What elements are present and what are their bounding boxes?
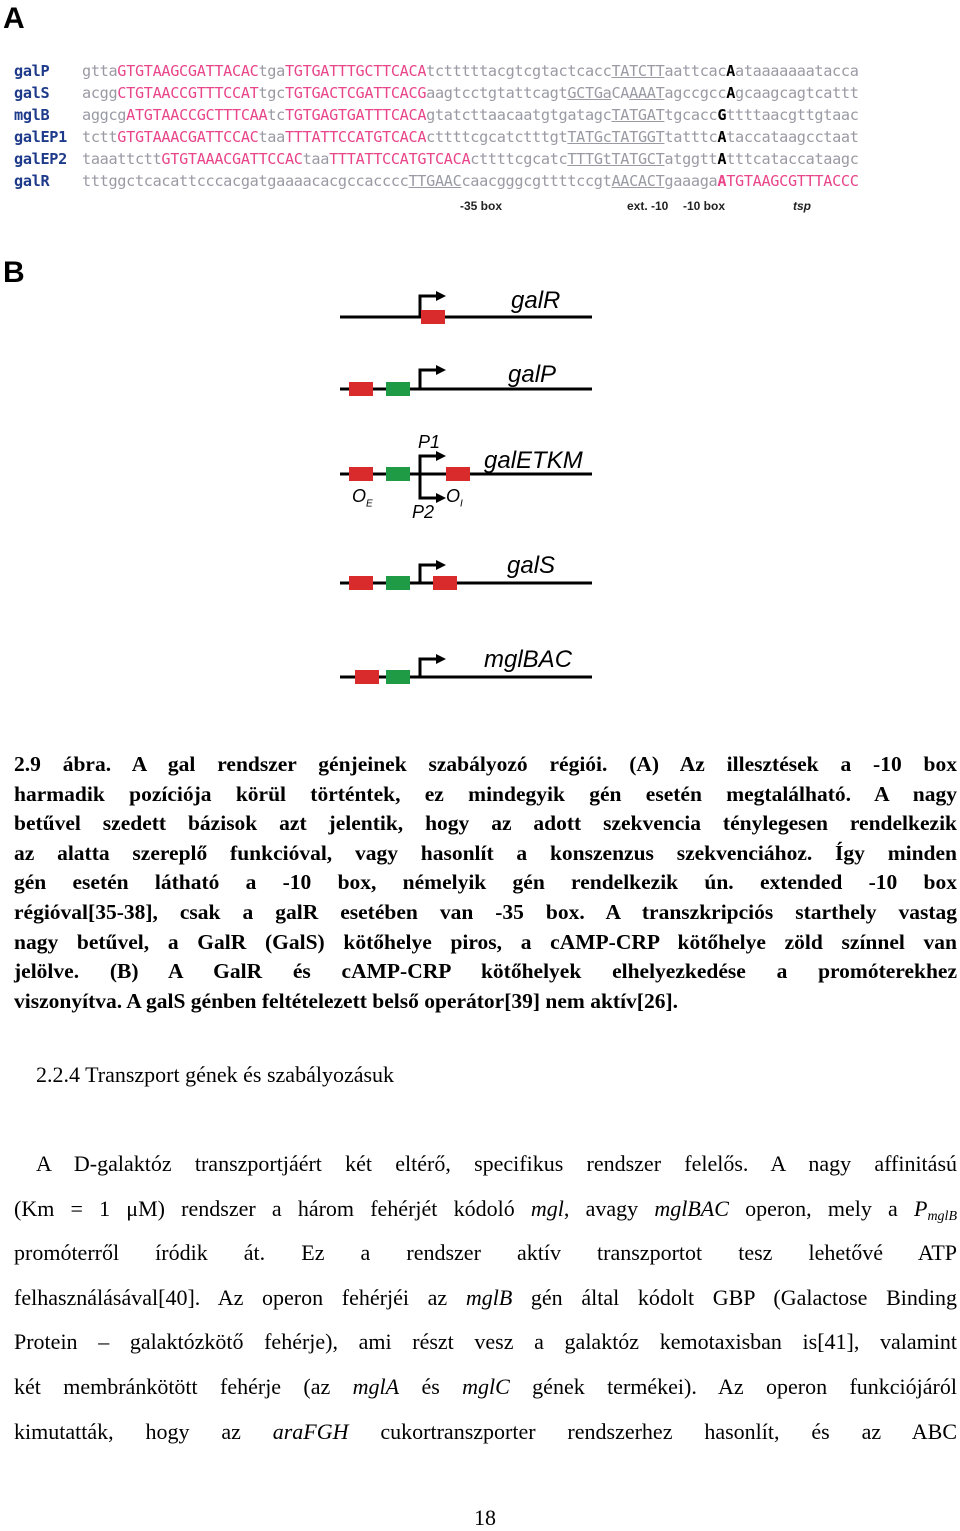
- sequence-segment: tgc: [258, 84, 285, 102]
- mglbac-crp-site: [386, 670, 410, 684]
- body-line-3: promóterről íródik át. Ez a rendszer aktív transzportot tesz lehetővé ATP: [14, 1240, 957, 1266]
- p1-label: P1: [418, 432, 441, 452]
- promoter-diagram: [0, 0, 960, 720]
- panel-a-letter: A: [3, 2, 25, 35]
- section-heading: 2.2.4 Transzport gének és szabályozásuk: [36, 1062, 395, 1087]
- sequence-segment: acgg: [82, 84, 118, 102]
- galp-arrowhead: [436, 365, 446, 375]
- body-l2f: P: [913, 1195, 928, 1221]
- body-l7a: kimutatták, hogy az: [14, 1418, 273, 1444]
- body-l6b: mglA: [352, 1373, 400, 1399]
- oi-label: [446, 486, 463, 510]
- box-label-tsp: tsp: [793, 199, 811, 213]
- caption-line-7: nagy betűvel, a GalR (GalS) kötőhelye piros, a cAMP-CRP kötőhelye zöld színnel van: [14, 929, 957, 954]
- body-l2c: , avagy: [563, 1195, 655, 1221]
- caption-line-6: régióval[35-38], csak a galR esetében van -35 box. A transzkripciós starthely vastag: [14, 899, 957, 924]
- sequence-segment: A: [726, 62, 735, 80]
- sequence-segment: TATGGT: [611, 128, 665, 146]
- gals-crp-site: [386, 576, 410, 590]
- sequence-segment: tga: [258, 62, 285, 80]
- sequence-segment: gcaagcagtcattt: [735, 84, 859, 102]
- gals-operator-site-2: [433, 576, 457, 590]
- body-line-5: Protein – galaktózkötő fehérje), ami részt vesz a galaktóz kemotaxisban is[41], valamint: [14, 1329, 957, 1355]
- sequence-segment: tc: [267, 106, 285, 124]
- mglbac-promoter-arrow: [420, 659, 437, 677]
- sequence-segment: tgcacc: [664, 106, 718, 124]
- sequence-segment: A: [717, 150, 727, 168]
- sequence-segment: TATGc: [567, 128, 612, 146]
- oi-sub: I: [460, 498, 463, 510]
- body-l6d: mglC: [462, 1373, 510, 1399]
- gene-label-mglbac: mglBAC: [484, 646, 573, 673]
- sequence-segment: agccgcc: [664, 84, 727, 102]
- galetkm-p2-arrowhead: [436, 493, 446, 503]
- body-l7c: cukortranszporter rendszerhez hasonlít, és az ABC: [348, 1418, 957, 1444]
- body-l2a: (Km = 1 μM) rendszer a három fehérjét kódoló: [14, 1195, 531, 1221]
- body-line-1: A D-galaktóz transzportjáért két eltérő, specifikus rendszer felelős. A nagy affinitású: [36, 1151, 957, 1176]
- sequence-segment: tttggctcacattcccacgatgaaaacacgccacccc: [82, 172, 409, 190]
- sequence-segment: cttttcgcatc: [470, 150, 568, 168]
- body-text: [14, 1142, 957, 1454]
- sequence-segment: taaattctt: [82, 150, 162, 168]
- sequence-segment: G: [717, 106, 727, 124]
- caption-line-5: gén esetén látható a -10 box, némelyik gén rendelkezik ún. extended -10 box: [14, 870, 957, 895]
- sequence-segment: tctt: [82, 128, 118, 146]
- sequence-segment: TTTGt: [567, 150, 612, 168]
- sequence-name: galR: [14, 172, 50, 190]
- oi-letter: O: [446, 486, 461, 506]
- figure-caption: [14, 750, 957, 1016]
- sequence-segment: cttttcgcatctttgt: [426, 128, 568, 146]
- mglbac-arrowhead: [436, 654, 446, 664]
- sequence-segment: gaaaga: [664, 172, 718, 190]
- panel-b-letter: B: [3, 256, 25, 289]
- body-l4a: felhasználásával[40]. Az operon fehérjéi az: [14, 1284, 466, 1310]
- body-line-2: [14, 1187, 957, 1232]
- oe-label: [352, 486, 373, 510]
- body-l2d: mglBAC: [654, 1195, 729, 1221]
- body-l6c: és: [399, 1373, 463, 1399]
- sequence-segment: tctttttacgtcgtactcacc: [426, 62, 612, 80]
- caption-line-1: 2.9 ábra. A gal rendszer génjeinek szabályozó régiói. (A) Az illesztések a -10 box: [14, 752, 957, 776]
- sequence-segment: AACACT: [611, 172, 665, 190]
- galetkm-oi-site: [446, 467, 470, 481]
- sequence-name: mglB: [14, 106, 50, 124]
- body-l6e: gének termékei). Az operon funkciójáról: [509, 1373, 957, 1399]
- body-l4b: mglB: [465, 1284, 513, 1310]
- gals-arrowhead: [436, 560, 446, 570]
- gene-label-galr: galR: [511, 287, 561, 314]
- body-l2g: mglB: [927, 1208, 957, 1224]
- sequence-segment: gtatcttaacaatgtgatagc: [426, 106, 612, 124]
- sequence-segment: GTGTAAGCGATTACAC: [117, 62, 259, 80]
- sequence-segment: GTGTAAACGATTCCAC: [117, 128, 259, 146]
- caption-line-8: jelölve. (B) A GalR és cAMP-CRP kötőhelyek elhelyezkedése a promóterekhez: [14, 959, 957, 984]
- galr-arrowhead: [436, 291, 446, 301]
- sequence-name: galP: [14, 62, 50, 80]
- sequence-segment: tttcataccataagc: [726, 150, 859, 168]
- box-label-35: -35 box: [460, 199, 503, 213]
- body-line-7: [14, 1410, 957, 1455]
- box-label-ext10: ext. -10: [627, 199, 669, 213]
- sequence-segment: TATCTT: [611, 62, 665, 80]
- galp-promoter-arrow: [420, 370, 437, 389]
- sequence-segment: TGTGAGTGATTTCACA: [284, 106, 427, 124]
- caption-line-3: betűvel szedett bázisok azt jelentik, hogy az adott szekvencia ténylegesen rendelkezik: [14, 811, 957, 836]
- sequence-segment: atggtt: [664, 150, 718, 168]
- oe-letter: O: [352, 486, 367, 506]
- oe-sub: E: [366, 498, 373, 510]
- sequence-segment: TGTGACTCGATTCACG: [284, 84, 427, 102]
- gals-operator-site-1: [349, 576, 373, 590]
- sequence-segment: ATGTAACCGCTTTCAA: [126, 106, 268, 124]
- sequence-segment: TTTATTCCATGTCACA: [284, 128, 427, 146]
- box-label-10: -10 box: [683, 199, 726, 213]
- sequence-segment: AAAT: [629, 84, 665, 102]
- galetkm-p2-arrow: [420, 474, 437, 498]
- sequence-segment: ttttaacgttgtaac: [726, 106, 859, 124]
- sequence-segment: taa: [302, 150, 330, 168]
- caption-line-2: harmadik pozíciója körül történtek, ez mindegyik gén esetén megtalálható. A nagy: [14, 781, 957, 806]
- sequence-segment: taa: [258, 128, 285, 146]
- galp-crp-site: [386, 382, 410, 396]
- sequence-segment: CA: [611, 84, 630, 102]
- sequence-segment: TGTAAGCGTTTACCC: [726, 172, 859, 190]
- sequence-segment: aagtcctgtattcagt: [426, 84, 568, 102]
- page-number: 18: [474, 1505, 496, 1530]
- sequence-segment: aattcac: [664, 62, 727, 80]
- body-l4c: gén által kódolt GBP (Galactose Binding: [512, 1284, 957, 1310]
- sequence-segment: TTTATTCCATGTCACA: [329, 150, 471, 168]
- galetkm-oe-site: [349, 467, 373, 481]
- sequence-segment: GCTGa: [567, 84, 612, 102]
- sequence-segment: GTGTAAACGATTCCAC: [161, 150, 303, 168]
- sequence-segment: tatttc: [664, 128, 718, 146]
- body-l2e: operon, mely a: [728, 1195, 914, 1221]
- sequence-segment: taccataagcctaat: [726, 128, 859, 146]
- galetkm-p1-arrow: [420, 456, 437, 474]
- gene-label-galetkm: galETKM: [484, 447, 583, 474]
- sequence-segment: A: [717, 172, 727, 190]
- galp-operator-site: [349, 382, 373, 396]
- galr-operator-site: [421, 310, 445, 324]
- caption-line-9: viszonyítva. A galS génben feltételezett belső operátor[39] nem aktív[26].: [14, 988, 678, 1013]
- gene-label-galp: galP: [508, 361, 557, 388]
- sequence-name: galEP1: [14, 128, 67, 146]
- sequence-segment: gtta: [82, 62, 118, 80]
- body-line-6: [14, 1365, 957, 1410]
- gene-label-gals: galS: [507, 552, 556, 579]
- mglbac-operator-site: [355, 670, 379, 684]
- sequence-name: galEP2: [14, 150, 67, 168]
- sequence-segment: A: [726, 84, 736, 102]
- sequence-name: galS: [14, 84, 50, 102]
- sequence-segment: TGTGATTTGCTTCACA: [284, 62, 427, 80]
- p2-label: P2: [412, 502, 435, 522]
- sequence-segment: TATGAT: [611, 106, 665, 124]
- body-line-4: [14, 1276, 957, 1321]
- body-l6a: két membránkötött fehérje (az: [14, 1373, 353, 1399]
- body-l7b: araFGH: [272, 1418, 349, 1444]
- sequence-segment: CTGTAACCGTTTCCAT: [117, 84, 259, 102]
- sequence-segment: caacgggcgttttccgt: [461, 172, 612, 190]
- body-l2b: mgl: [530, 1195, 564, 1221]
- sequence-segment: ataaaaaaatacca: [735, 62, 859, 80]
- sequence-segment: TTGAAC: [408, 172, 462, 190]
- sequence-segment: TATGCT: [611, 150, 665, 168]
- caption-line-4: az alatta szereplő funkcióval, vagy hasonlít a konszenzus szekvenciához. Így minden: [14, 840, 957, 865]
- sequence-segment: aggcg: [82, 106, 127, 124]
- galetkm-crp-site: [386, 467, 410, 481]
- sequence-segment: A: [717, 128, 727, 146]
